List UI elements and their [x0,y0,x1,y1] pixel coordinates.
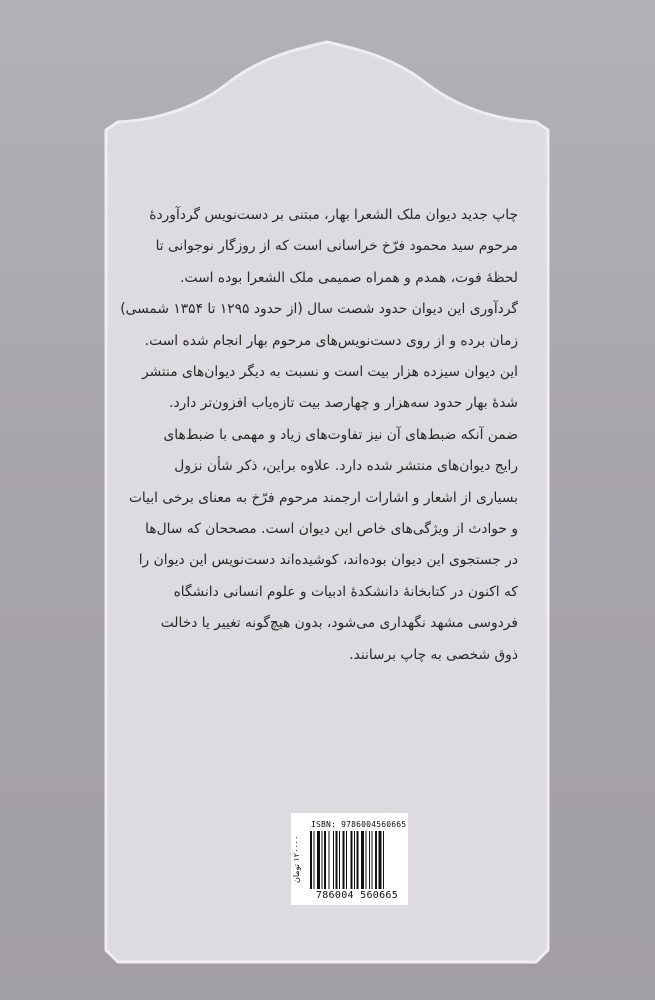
barcode-bar [343,831,345,889]
barcode-bar [372,831,373,889]
barcode-bar [369,831,370,889]
barcode-bar [329,831,330,889]
barcode-bar [383,831,384,889]
barcode-bar [351,831,353,889]
blurb-line: چاپ جدید دیوان ملک الشعرا بهار، مبتنی بر دست‌نویس گردآوردهٔ [149,207,518,223]
blurb-line: فردوسی مشهد نگهداری می‌شود، بدون هیچ‌گونه تغییر یا دخالت [160,615,518,632]
barcode-bar [324,831,326,889]
barcode-bar [361,831,364,889]
barcode-bar [336,831,338,889]
blurb-line: گردآوری این دیوان حدود شصت سال (از حدود ۱۲۹۵ تا ۱۳۵۴ شمسی) [120,301,518,318]
blurb-line: و حوادث از ویژگی‌های خاص این دیوان است. مصححان که سال‌ها [145,521,518,538]
blurb-line: ذوق شخصی به چاپ برسانند. [349,646,518,663]
barcode-digits: 786004 560665 [315,890,399,901]
price-label: ۱۲۰۰۰۰ تومان [292,835,301,883]
blurb-line: بسیاری از اشعار و اشارات ارجمند مرحوم فرّخ به معنای برخی ابیات [128,489,518,506]
barcode-bar [366,831,367,889]
blurb-line: شدهٔ بهار حدود سه‌هزار و چهارصد بیت تازه‌یاب افزون‌تر دارد. [169,395,518,412]
barcode-bar [310,831,312,889]
blurb-line: این دیوان سیزده هزار بیت است و نسبت به دیگر دیوان‌های منتشر [141,364,518,381]
isbn-label: ISBN: 9786004560665 [311,820,407,829]
blurb-line: رایج دیوان‌های منتشر شده دارد. علاوه براین، ذکر شأن نزول [174,458,518,475]
blurb-line: که اکنون در کتابخانهٔ دانشکدهٔ ادبیات و علوم انسانی دانشگاه [173,583,518,600]
isbn-barcode [291,813,408,905]
barcode-bar [379,831,382,889]
barcode-bar [346,831,347,889]
barcode-bar [339,831,340,889]
barcode-bar [357,831,359,889]
barcode-bar [354,831,355,889]
barcode-bar [375,831,377,889]
blurb-line: زمان برده و از روی دست‌نویس‌های مرحوم بهار انجام شده است. [144,332,518,349]
barcode-bar [314,831,315,889]
barcode-bars [310,831,404,889]
blurb-line: در جستجوی این دیوان بوده‌اند، کوشیده‌اند دست‌نویس این دیوان را [138,552,518,569]
barcode-bar [317,831,320,889]
barcode-bar [322,831,323,889]
blurb-line: مرحوم سید محمود فرّخ خراسانی است که از روزگار نوجوانی تا [155,238,518,255]
blurb-line: ضمن آنکه ضبط‌های آن نیز تفاوت‌های زیاد و مهمی با ضبط‌های [163,426,518,443]
blurb-line: لحظهٔ فوت، همدم و همراه صمیمی ملک الشعرا بوده است. [180,269,518,286]
barcode-bar [333,831,334,889]
back-cover-blurb [120,200,518,671]
